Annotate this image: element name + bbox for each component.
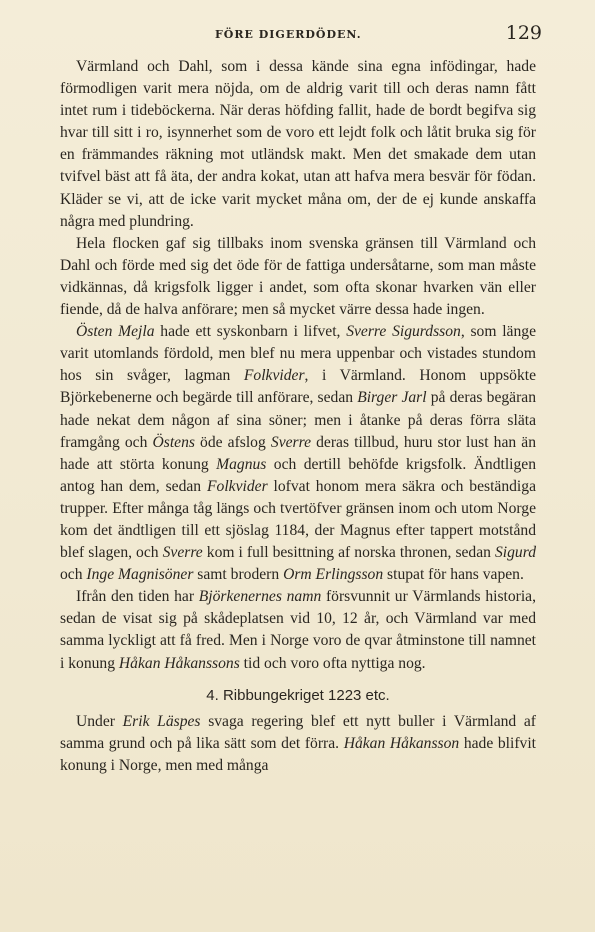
- text-run: hade blifvit konung i Norge, men med många: [60, 734, 537, 774]
- running-title: FÖRE DIGERDÖDEN.: [215, 28, 362, 41]
- italic-name: Erik Läspes: [122, 712, 201, 730]
- section-paragraph: [60, 711, 536, 777]
- italic-name: Sverre Sigurdsson: [346, 323, 461, 341]
- text-run: och dertill behöfde krigsfolk. Ändtligen antog han dem, sedan: [60, 455, 537, 495]
- body-text: [60, 56, 536, 777]
- paragraph: [60, 586, 536, 674]
- italic-name: Björkenernes namn: [198, 588, 322, 606]
- page-number: 129: [505, 22, 542, 44]
- paragraph: [60, 56, 536, 233]
- text-run: på deras begäran hade nekat dem någon af sina söner; men i åtanke på deras förra släta framgång och: [60, 389, 536, 451]
- text-run: stupat för hans vapen.: [383, 566, 524, 584]
- text-run: lofvat honom mera säkra och beständiga trupper. Efter många tåg längs och tvertöfver gränsen inom och utom Norge kom det ändtligen till ett sjöslag 1184, der Magnus efter tappert motstånd blef slagen, och: [60, 477, 536, 562]
- italic-name: Håkan Håkanssons: [118, 654, 240, 672]
- text-run: Ifrån den tiden har: [76, 588, 199, 606]
- text-run: deras tillbud, huru stor lust han än hade att störta konung: [60, 433, 537, 473]
- text-run: tid och voro ofta nyttiga nog.: [239, 654, 426, 672]
- text-run: Värmland och Dahl, som i dessa kände sina egna infödingar, hade förmodligen varit mera nöjda, om de aldrig varit till och deras namn fått intet rum i tideböckerna. När deras höfding fallit, hade de bordt begifva sig hvar till sitt i ro, isynnerhet som de voro ett lejdt folk och låtit bruka sig för en främmandes räkning mot utländsk makt. Men det smakade dem utan tvifvel bäst att få äta, der andra kokat, utan att hafva mera besvär för födan. Kläder se vi, att de icke varit mycket måna om, der de ej kunde anskaffa några med plundring.: [60, 58, 536, 230]
- text-run: Under: [76, 712, 123, 730]
- italic-name: Inge Magnisöner: [86, 566, 194, 584]
- text-run: och: [60, 566, 87, 584]
- text-run: kom i full besittning af norska thronen, sedan: [202, 544, 495, 562]
- paragraph: [60, 321, 536, 586]
- italic-name: Sigurd: [494, 544, 536, 562]
- page-header: [60, 22, 542, 48]
- text-run: svaga regering blef ett nytt buller i Värmland af samma grund och på lika sätt som det förra.: [60, 712, 537, 752]
- italic-name: Håkan Håkansson: [343, 734, 460, 752]
- text-run: , som länge varit utomlands fördold, men blef nu mera uppenbar och vistades stundom hos sin svåger, lagman: [60, 323, 536, 385]
- italic-name: Folkvider: [243, 367, 305, 385]
- text-run: Hela flocken gaf sig tillbaks inom svenska gränsen till Värmland och Dahl och förde med sig det öde för de fattiga undersåtarne, som man måste vidkännas, då krigsfolk ligger i andet, som ofta skonar hvarken vän eller fiende, då de halva anförare; men så mycket värre dessa hade ingen.: [60, 234, 536, 319]
- paragraph: [60, 233, 536, 321]
- italic-name: Sverre: [162, 544, 203, 562]
- section-heading: 4. Ribbungekriget 1223 etc.: [206, 686, 390, 704]
- italic-name: Östens: [152, 433, 195, 451]
- text-run: samt brodern: [193, 566, 284, 584]
- italic-name: Birger Jarl: [357, 389, 427, 407]
- text-run: öde afslog: [194, 433, 271, 451]
- italic-name: Orm Erlingsson: [283, 566, 384, 584]
- italic-name: Folkvider: [207, 477, 268, 495]
- italic-name: Magnus: [216, 455, 267, 473]
- italic-name: Östen Mejla: [76, 323, 155, 341]
- italic-name: Sverre: [270, 433, 312, 451]
- text-run: hade ett syskonbarn i lifvet,: [154, 323, 347, 341]
- text-run: försvunnit ur Värmlands historia, sedan de visat sig på skådeplatsen vid 10, 12 år, och Värmland var med samma lyckligt att få fred. Men i Norge voro de qvar åtminstone till namnet i konung: [60, 588, 536, 672]
- text-run: , i Värmland. Honom uppsökte Björkebenerne och begärde till anförare, sedan: [60, 367, 536, 407]
